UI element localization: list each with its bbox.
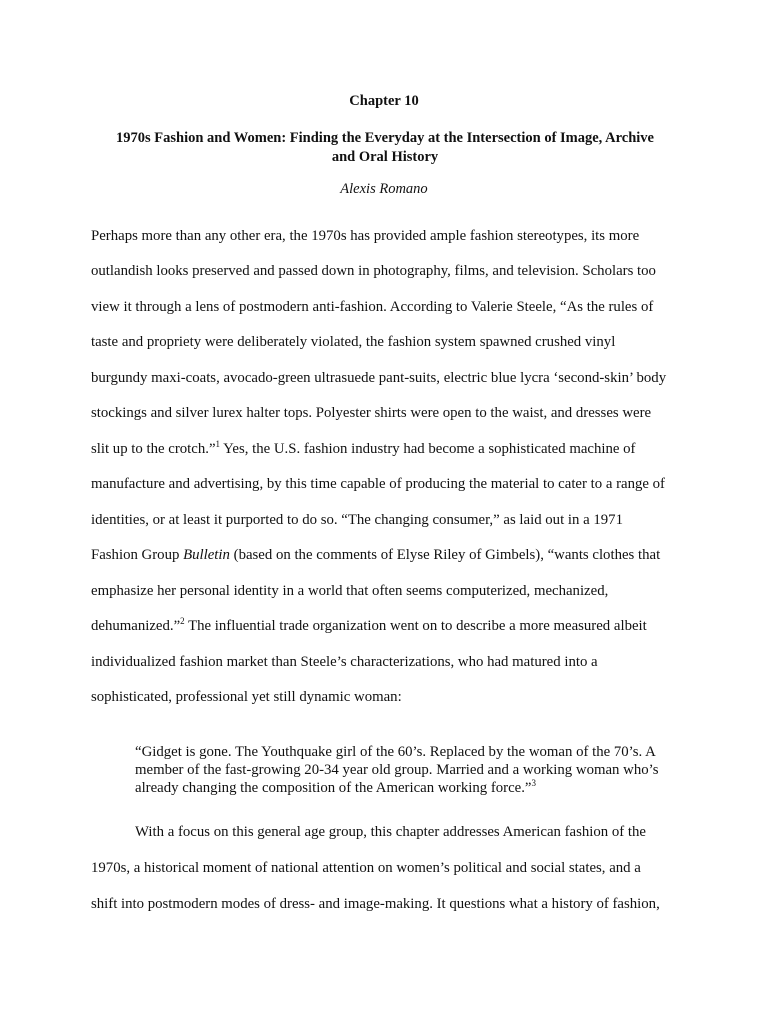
quote-line: member of the fast-growing 20-34 year old group. Married and a working woman who’s xyxy=(135,762,659,778)
chapter-title-line-2: and Oral History xyxy=(331,149,439,165)
text-segment: Yes, the U.S. fashion industry had become a sophisticated machine of xyxy=(220,441,636,457)
text-segment: (based on the comments of Elyse Riley of Gimbels), “wants clothes that xyxy=(229,547,661,563)
text-line: Perhaps more than any other era, the 1970s has provided ample fashion stereotypes, its more xyxy=(91,228,640,244)
text-line xyxy=(91,545,660,565)
text-line: stockings and silver lurex halter tops. Polyester shirts were open to the waist, and dresses were xyxy=(91,405,652,421)
text-segment: The influential trade organization went on to describe a more measured albeit xyxy=(184,618,647,634)
text-line: taste and propriety were deliberately violated, the fashion system spawned crushed vinyl xyxy=(91,334,616,350)
text-line: individualized fashion market than Steele’s characterizations, who had matured into a xyxy=(91,654,598,670)
text-line: manufacture and advertising, by this time capable of producing the material to cater to a range of xyxy=(91,476,665,492)
text-line: emphasize her personal identity in a world that often seems computerized, mechanized, xyxy=(91,583,609,599)
text-segment: slit up to the crotch.” xyxy=(91,441,216,457)
chapter-title-line-1: 1970s Fashion and Women: Finding the Everyday at the Intersection of Image, Archive xyxy=(116,130,654,146)
text-line xyxy=(91,616,647,636)
text-segment: dehumanized.” xyxy=(91,618,181,634)
text-line xyxy=(91,439,635,459)
quote-line xyxy=(135,779,536,797)
publication-title: Bulletin xyxy=(183,547,230,563)
chapter-title xyxy=(90,129,680,167)
chapter-heading: Chapter 10 xyxy=(349,93,419,109)
quote-line: “Gidget is gone. The Youthquake girl of the 60’s. Replaced by the woman of the 70’s. A xyxy=(135,744,656,760)
text-line: view it through a lens of postmodern anti-fashion. According to Valerie Steele, “As the rules of xyxy=(91,299,654,315)
text-line: 1970s, a historical moment of national attention on women’s political and social states, and a xyxy=(91,860,641,876)
footnote-ref-2[interactable]: 2 xyxy=(180,616,185,626)
footnote-ref-3[interactable]: 3 xyxy=(531,778,537,788)
text-line: sophisticated, professional yet still dynamic woman: xyxy=(91,689,402,705)
text-line: shift into postmodern modes of dress- and image-making. It questions what a history of fashion, xyxy=(91,896,660,912)
text-segment: already changing the composition of the American working force.” xyxy=(135,780,532,796)
footnote-ref-1[interactable]: 1 xyxy=(215,439,221,449)
text-line: outlandish looks preserved and passed down in photography, films, and television. Scholars too xyxy=(91,263,656,279)
text-line: With a focus on this general age group, this chapter addresses American fashion of the xyxy=(135,824,646,840)
text-line: identities, or at least it purported to do so. “The changing consumer,” as laid out in a 1971 xyxy=(91,512,623,528)
text-segment: Fashion Group xyxy=(91,547,184,563)
text-line: burgundy maxi-coats, avocado-green ultrasuede pant-suits, electric blue lycra ‘second-skin’ body xyxy=(91,370,667,386)
author-name: Alexis Romano xyxy=(340,181,428,197)
